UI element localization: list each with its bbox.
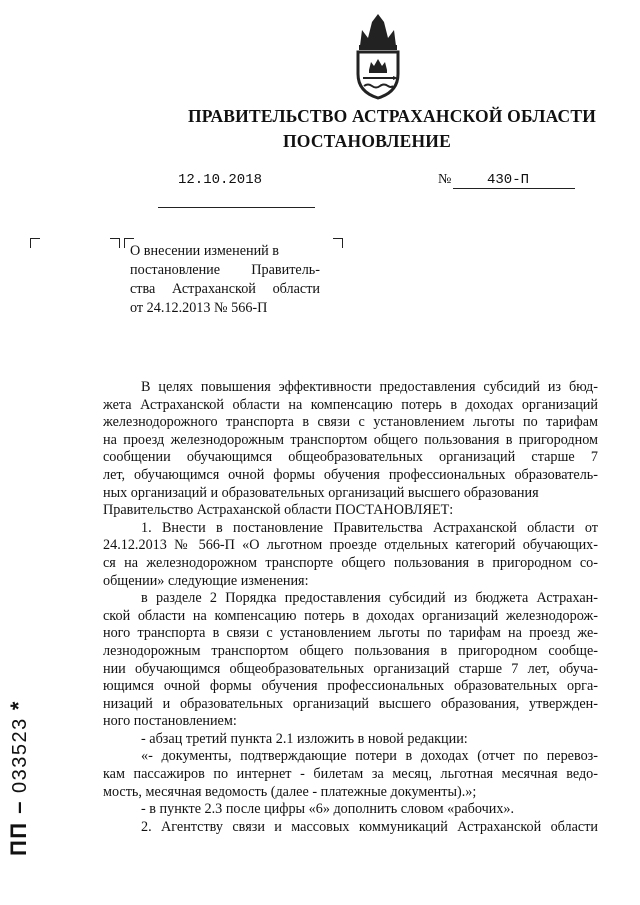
side-serial-stamp	[6, 700, 32, 856]
body-line: 2. Агентству связи и массовых коммуникаций Астраханской области	[141, 818, 598, 835]
body-line: общении» следующие изменения:	[103, 572, 309, 589]
body-line: ного постановлением:	[103, 713, 237, 730]
subject-line: О внесении изменений в	[130, 243, 280, 259]
body-line: лет, обучающимся очной формы обучения профессиональных образователь-	[103, 466, 598, 483]
body-line: В целях повышения эффективности предоставления субсидий из бюд-	[141, 379, 598, 395]
body-line: на проезд железнодорожным транспортом общего пользования в пригородном	[103, 431, 598, 448]
document-type-title: ПОСТАНОВЛЕНИЕ	[283, 131, 451, 151]
body-line: ской области на компенсацию потерь в доходах организаций железнодорож-	[103, 607, 598, 624]
stamp-prefix: ПП –	[6, 800, 31, 856]
organization-title: ПРАВИТЕЛЬСТВО АСТРАХАНСКОЙ ОБЛАСТИ	[188, 106, 597, 126]
body-line: сообщении обучающимся общеобразовательных организаций старше 7	[103, 449, 598, 466]
body-line: кам пассажиров по интернет - билетам за месяц, льготная месячная ведо-	[103, 766, 598, 783]
subject-line: от 24.12.2013 № 566-П	[130, 300, 268, 316]
body-line: мость, месячная ведомость (далее - платежные документы).»;	[103, 783, 477, 800]
document-date: 12.10.2018	[178, 172, 263, 188]
document-number: 430-П	[487, 172, 530, 188]
stamp-asterisk: *	[6, 700, 31, 711]
subject-line: ства Астраханской области	[130, 281, 320, 297]
body-line: - в пункте 2.3 после цифры «6» дополнить словом «рабочих».	[141, 801, 515, 818]
body-line: - абзац третий пункта 2.1 изложить в новой редакции:	[141, 730, 468, 747]
date-underline	[158, 188, 315, 208]
body-line: ющимся очной формы обучения профессиональных образовательных орга-	[103, 678, 598, 695]
document-subject	[130, 242, 320, 318]
body-line: 24.12.2013 № 566-П «О льготном проезде отдельных категорий обучающих-	[103, 537, 598, 554]
body-line: Правительство Астраханской области ПОСТАНОВЛЯЕТ:	[103, 502, 454, 519]
body-line: железнодорожного транспорта в связи с установлением льготы по тарифам	[103, 414, 598, 431]
body-line: ся на железнодорожном транспорте общего пользования в пригородном со-	[103, 554, 598, 571]
document-body	[103, 379, 598, 836]
body-line: лезнодорожным транспортом общего пользования в пригородном сообще-	[103, 642, 598, 659]
body-line: в разделе 2 Порядка предоставления субсидий из бюджета Астрахан-	[141, 590, 598, 607]
subject-line: постановление Правитель-	[130, 262, 320, 278]
body-line: жета Астраханской области на компенсацию потерь в доходах организаций	[103, 396, 598, 413]
body-line: ного транспорта в связи с установлением льготы по тарифам на проезд же-	[103, 625, 598, 642]
corner-mark-right	[333, 238, 343, 248]
number-label: №	[438, 172, 452, 187]
coat-of-arms-icon	[350, 12, 406, 100]
corner-mark-left	[30, 238, 40, 248]
body-line: ных организаций и образовательных организаций высшего образования	[103, 484, 539, 501]
body-line: 1. Внести в постановление Правительства Астраханской области от	[141, 519, 598, 536]
number-underline	[453, 188, 575, 189]
corner-mark-subject-right-a	[110, 238, 120, 248]
body-line: «- документы, подтверждающие потери в доходах (отчет по перевоз-	[141, 748, 598, 765]
coat-of-arms-emblem	[350, 12, 406, 100]
body-line: нии обучающимся общеобразовательных организаций старше 7 лет, обуча-	[103, 660, 598, 677]
body-line: низаций и образовательных организаций высшего образования, утвержден-	[103, 695, 598, 712]
stamp-serial: 033523	[9, 717, 31, 793]
